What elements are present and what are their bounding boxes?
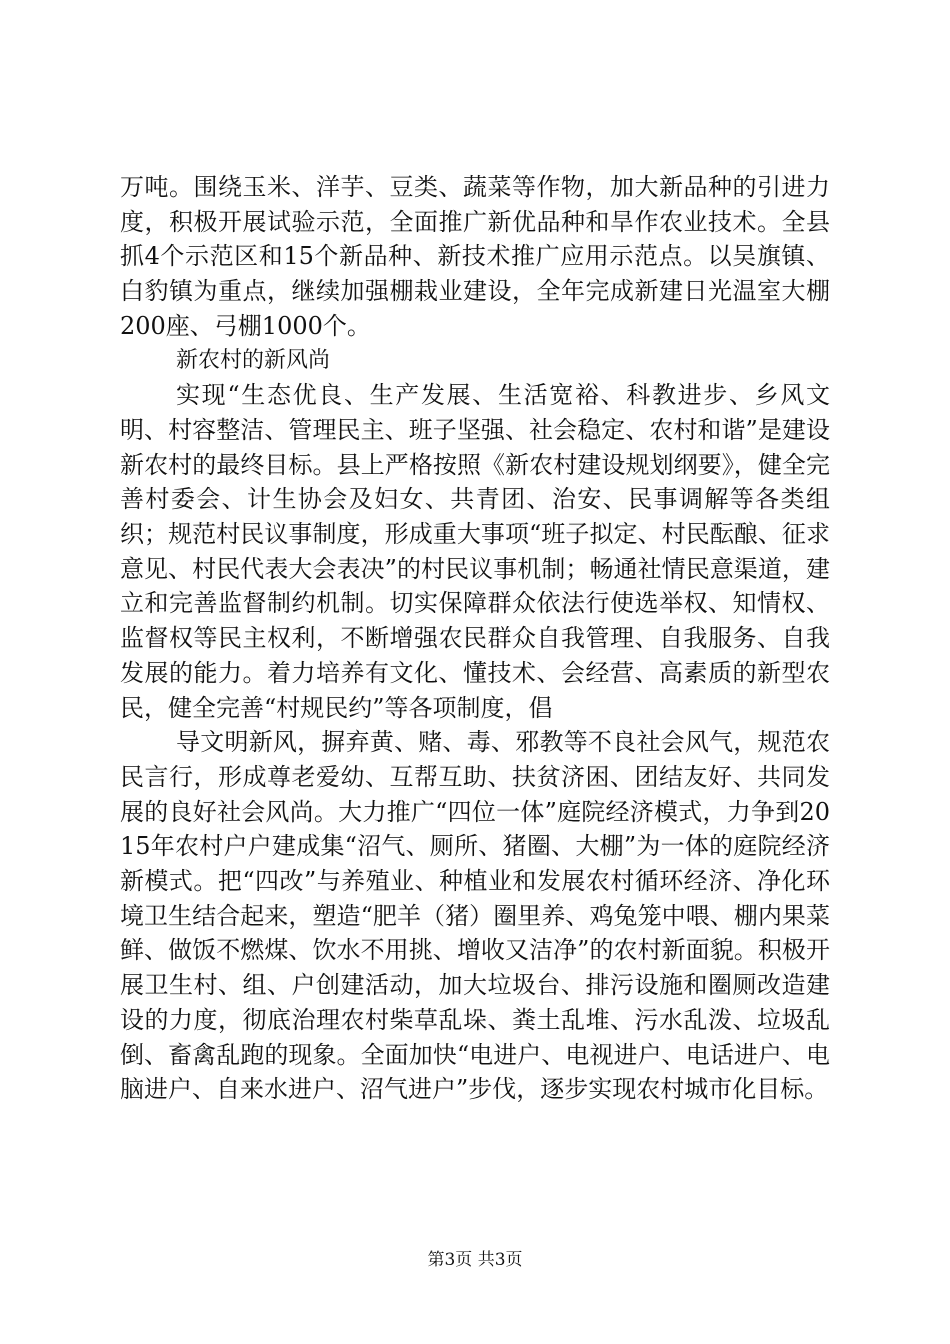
paragraph-grain-production: 万吨。围绕玉米、洋芋、豆类、蔬菜等作物，加大新品种的引进力度，积极开展试验示范，全面推广新优品种和旱作农业技术。全县抓4个示范区和15个新品种、新技术推广应用示范点。以吴旗镇、白豹镇为重点，继续加强棚栽业建设，全年完成新建日光温室大棚200座、弓棚1000个。: [120, 173, 830, 340]
paragraph-new-village-goals: 实现“生态优良、生产发展、生活宽裕、科教进步、乡风文明、村容整洁、管理民主、班子坚强、社会稳定、农村和谐”是建设新农村的最终目标。县上严格按照《新农村建设规划纲要》，健全完善村委会、计生协会及妇女、共青团、治安、民事调解等各类组织；规范村民议事制度，形成重大事项“班子拟定、村民酝酿、征求意见、村民代表大会表决”的村民议事机制；畅通社情民意渠道，建立和完善监督制约机制。切实保障群众依法行使选举权、知情权、监督权等民主权利，不断增强农民群众自我管理、自我服务、自我发展的能力。着力培养有文化、懂技术、会经营、高素质的新型农民，健全完善“村规民约”等各项制度，倡: [120, 381, 830, 722]
section-heading-new-customs: 新农村的新风尚: [176, 347, 331, 373]
paragraph-civilized-customs: 导文明新风，摒弃黄、赌、毒、邪教等不良社会风气，规范农民言行，形成尊老爱幼、互帮互助、扶贫济困、团结友好、共同发展的良好社会风尚。大力推广“四位一体”庭院经济模式，力争到2015年农村户户建成集“沼气、厕所、猪圈、大棚”为一体的庭院经济新模式。把“四改”与养殖业、种植业和发展农村循环经济、净化环境卫生结合起来，塑造“肥羊（猪）圈里养、鸡兔笼中喂、棚内果菜鲜、做饭不燃煤、饮水不用挑、增收又洁净”的农村新面貌。积极开展卫生村、组、户创建活动，加大垃圾台、排污设施和圈厕改造建设的力度，彻底治理农村柴草乱垛、粪土乱堆、污水乱泼、垃圾乱倒、畜禽乱跑的现象。全面加快“电进户、电视进户、电话进户、电脑进户、自来水进户、沼气进户”步伐，逐步实现农村城市化目标。: [120, 728, 830, 1104]
document-body: [120, 170, 830, 1107]
page-footer: 第3页 共3页: [427, 1250, 523, 1270]
